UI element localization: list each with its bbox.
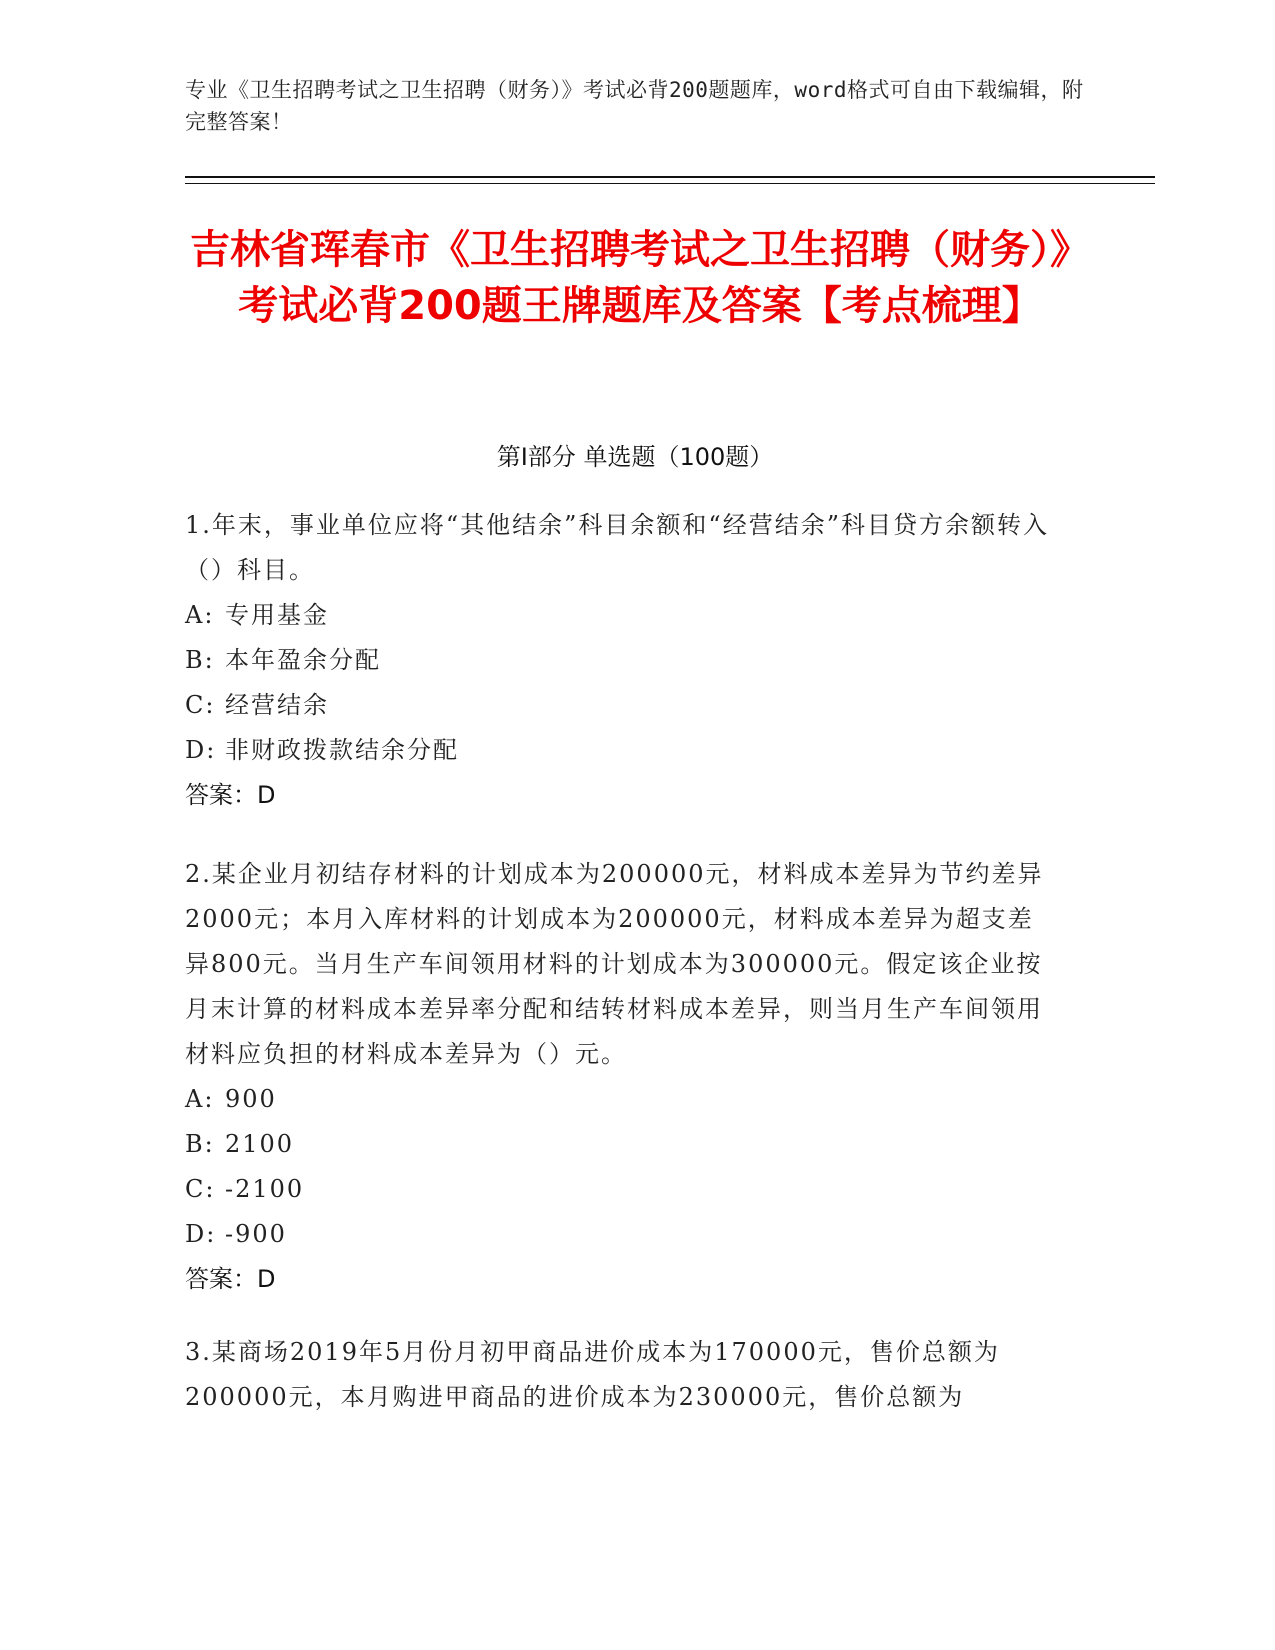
- option-text: 非财政拨款结余分配: [225, 736, 459, 764]
- option-d: [185, 1212, 1055, 1257]
- answer: 答案：D: [185, 1265, 276, 1293]
- option-b: [185, 638, 1055, 683]
- option-text: 2100: [225, 1130, 295, 1158]
- header-divider-thick: [185, 176, 1155, 178]
- option-b: [185, 1122, 1055, 1167]
- question-text: 2.某企业月初结存材料的计划成本为200000元，材料成本差异为节约差异2000元；本月入库材料的计划成本为200000元，材料成本差异为超支差异800元。当月生产车间领用材料的计划成本为300000元。假定该企业按月末计算的材料成本差异率分配和结转材料成本差异，则当月生产车间领用材料应负担的材料成本差异为（）元。: [185, 860, 1044, 1068]
- question-text: 1.年末，事业单位应将“其他结余”科目余额和“经营结余”科目贷方余额转入（）科目。: [185, 511, 1049, 584]
- answer: 答案：D: [185, 781, 276, 809]
- option-letter: D:: [185, 736, 217, 764]
- option-text: -900: [225, 1220, 287, 1248]
- option-a: [185, 1077, 1055, 1122]
- option-letter: A:: [185, 1085, 215, 1113]
- option-letter: A:: [185, 601, 215, 629]
- option-text: 本年盈余分配: [225, 646, 381, 674]
- header-note: 专业《卫生招聘考试之卫生招聘（财务）》考试必背200题题库，word格式可自由下载编辑，附完整答案！: [185, 78, 1084, 134]
- option-text: 专用基金: [225, 601, 329, 629]
- question-text: 3.某商场2019年5月份月初甲商品进价成本为170000元，售价总额为200000元，本月购进甲商品的进价成本为230000元，售价总额为: [185, 1338, 1000, 1411]
- option-letter: D:: [185, 1220, 217, 1248]
- option-d: [185, 728, 1055, 773]
- option-letter: C:: [185, 691, 216, 719]
- section-heading: 第I部分 单选题（100题）: [496, 443, 774, 471]
- option-c: [185, 683, 1055, 728]
- question-1: [185, 503, 1055, 818]
- question-3: [185, 1330, 1055, 1420]
- option-letter: C:: [185, 1175, 216, 1203]
- option-text: -2100: [225, 1175, 305, 1203]
- option-letter: B:: [185, 1130, 215, 1158]
- option-text: 900: [225, 1085, 277, 1113]
- question-2: [185, 852, 1055, 1302]
- option-a: [185, 593, 1055, 638]
- header-divider-thin: [185, 183, 1155, 184]
- option-text: 经营结余: [225, 691, 329, 719]
- option-letter: B:: [185, 646, 215, 674]
- document-title: 吉林省珲春市《卫生招聘考试之卫生招聘（财务）》考试必背200题王牌题库及答案【考点梳理】: [190, 227, 1090, 329]
- option-c: [185, 1167, 1055, 1212]
